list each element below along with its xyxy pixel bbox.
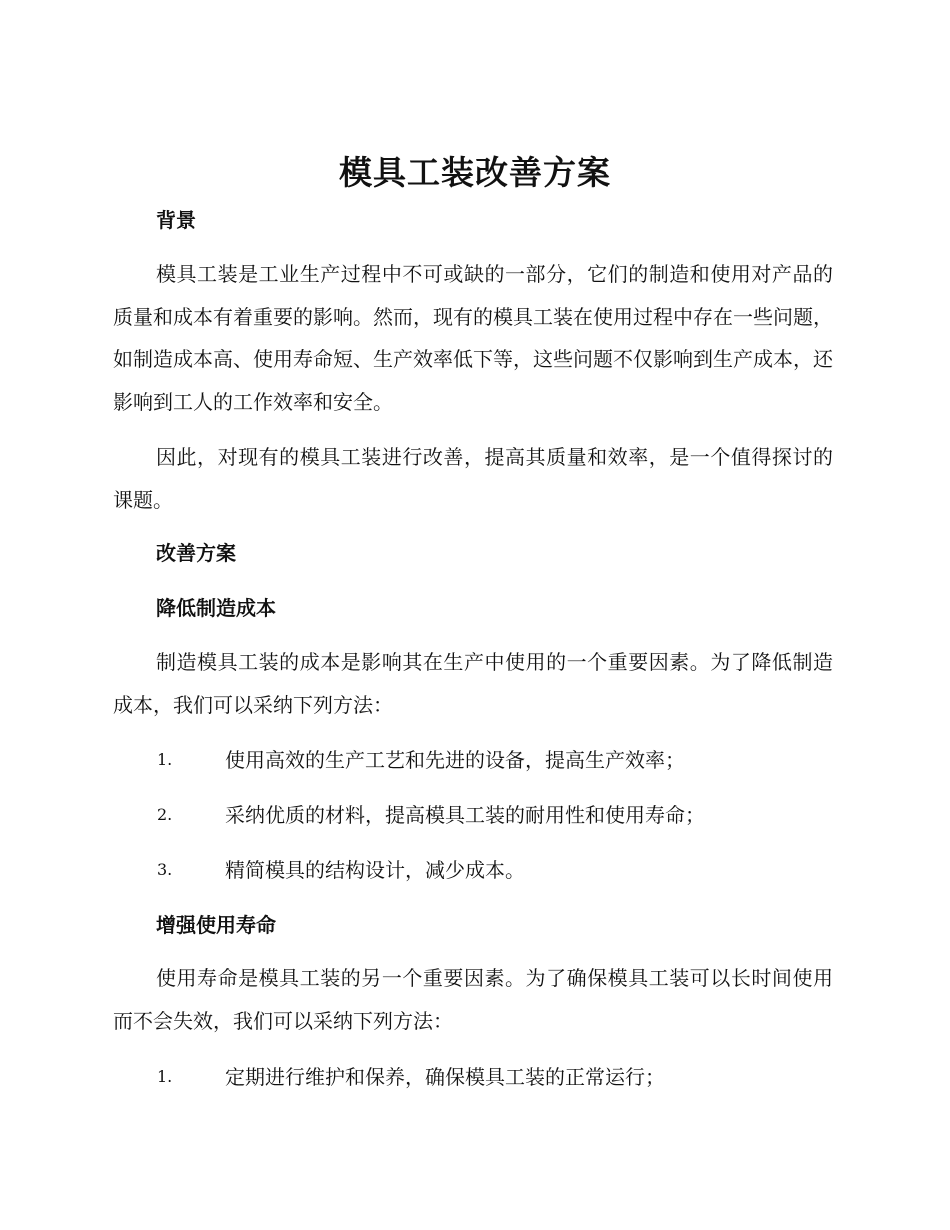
list-item-number: 2. (157, 805, 173, 824)
section-reduce-cost (113, 593, 833, 623)
background-paragraph-2-block (113, 436, 833, 521)
list-item-text: 采纳优质的材料，提高模具工装的耐用性和使用寿命； (225, 803, 705, 827)
service-life-intro-block (113, 957, 833, 1042)
section-heading-plan: 改善方案 (156, 541, 236, 565)
list-item-number: 1. (157, 1067, 173, 1086)
background-paragraph-2: 因此，对现有的模具工装进行改善，提高其质量和效率，是一个值得探讨的课题。 (113, 445, 833, 512)
list-item (157, 745, 837, 775)
list-item-text: 精简模具的结构设计，减少成本。 (225, 858, 525, 882)
section-heading-service-life: 增强使用寿命 (156, 913, 276, 937)
section-heading-background: 背景 (156, 208, 196, 232)
background-paragraph-1: 模具工装是工业生产过程中不可或缺的一部分，它们的制造和使用对产品的质量和成本有着重要的影响。然而，现有的模具工装在使用过程中存在一些问题，如制造成本高、使用寿命短、生产效率低下等，这些问题不仅影响到生产成本，还影响到工人的工作效率和安全。 (113, 262, 833, 414)
section-background (113, 205, 833, 235)
document-title: 模具工装改善方案 (339, 153, 611, 192)
list-item (157, 1062, 837, 1092)
service-life-intro: 使用寿命是模具工装的另一个重要因素。为了确保模具工装可以长时间使用而不会失效，我们可以采纳下列方法： (113, 966, 833, 1033)
reduce-cost-intro-block (113, 641, 833, 726)
list-item (157, 800, 837, 830)
background-paragraph-1-block (113, 253, 833, 423)
list-item-text: 使用高效的生产工艺和先进的设备，提高生产效率； (225, 748, 685, 772)
section-plan (113, 538, 833, 568)
list-item (157, 855, 837, 885)
list-item-text: 定期进行维护和保养，确保模具工装的正常运行； (225, 1065, 665, 1089)
list-item-number: 3. (157, 860, 173, 879)
list-item-number: 1. (157, 750, 173, 769)
section-heading-reduce-cost: 降低制造成本 (156, 596, 276, 620)
reduce-cost-intro: 制造模具工装的成本是影响其在生产中使用的一个重要因素。为了降低制造成本，我们可以采纳下列方法： (113, 650, 833, 717)
section-service-life (113, 910, 833, 940)
